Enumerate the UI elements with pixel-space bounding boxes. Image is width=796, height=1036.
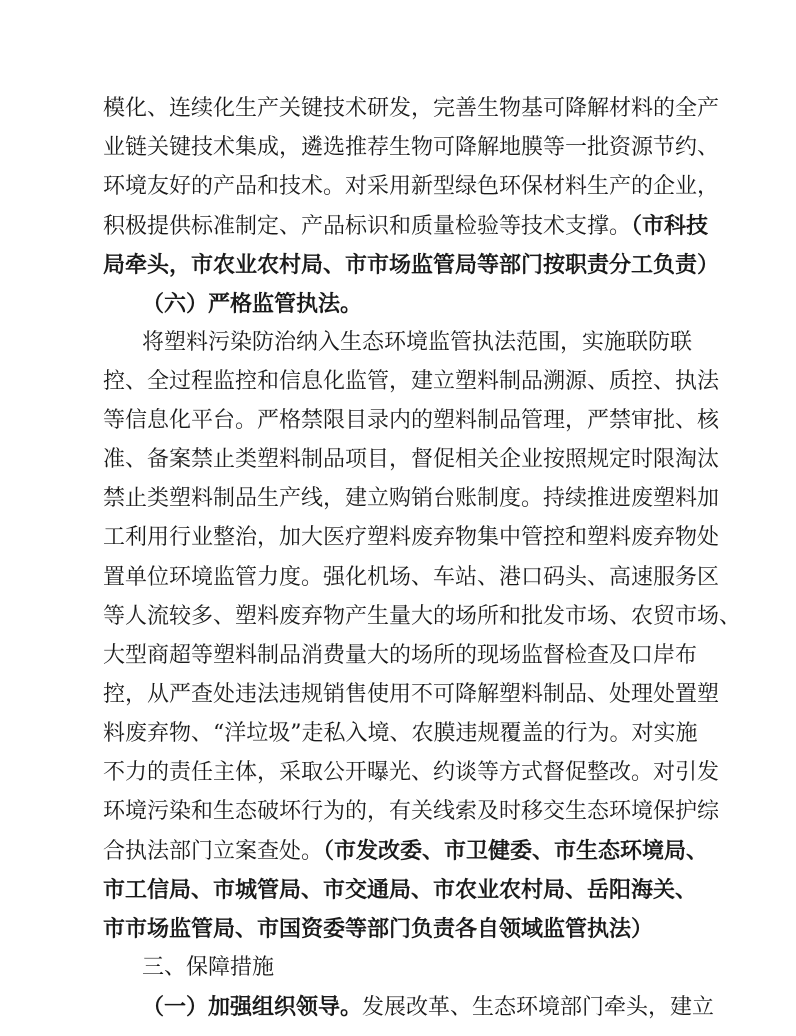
- paragraph-line: 业链关键技术集成，遴选推荐生物可降解地膜等一批资源节约、: [103, 135, 720, 160]
- paragraph-line: [142, 990, 714, 1025]
- paragraph-line: 置单位环境监管力度。强化机场、车站、港口码头、高速服务区: [103, 565, 720, 590]
- responsible-dept-note: （市发改委、市卫健委、市生态环境局、: [323, 838, 709, 864]
- paragraph-line: 将塑料污染防治纳入生态环境监管执法范围，实施联防联: [142, 330, 693, 355]
- section-heading: 三、保障措施: [142, 955, 275, 980]
- responsible-dept-note: （市科技: [631, 213, 709, 239]
- paragraph-line: 工利用行业整治，加大医疗塑料废弃物集中管控和塑料废弃物处: [103, 525, 720, 550]
- paragraph-line: 不力的责任主体，采取公开曝光、约谈等方式督促整改。对引发: [103, 760, 720, 785]
- paragraph-line: 禁止类塑料制品生产线，建立购销台账制度。持续推进废塑料加: [103, 486, 720, 511]
- paragraph-line: 环境友好的产品和技术。对采用新型绿色环保材料生产的企业，: [103, 174, 720, 199]
- paragraph-line: 模化、连续化生产关键技术研发，完善生物基可降解材料的全产: [103, 96, 720, 121]
- paragraph-line: 等人流较多、塑料废弃物产生量大的场所和批发市场、农贸市场、: [103, 604, 742, 629]
- paragraph-line: 控、全过程监控和信息化监管，建立塑料制品溯源、质控、执法: [103, 369, 720, 394]
- paragraph-line: 大型商超等塑料制品消费量大的场所的现场监督检查及口岸布: [103, 643, 698, 668]
- paragraph-line: [103, 834, 708, 869]
- responsible-dept-note: 局牵头，市农业农村局、市市场监管局等部门按职责分工负责）: [103, 252, 720, 278]
- section-heading: （六）严格监管执法。: [142, 291, 363, 317]
- subsection-heading: （一）加强组织领导。: [142, 994, 363, 1020]
- line-text: 积极提供标准制定、产品标识和质量检验等技术支撑。: [103, 214, 632, 239]
- line-text: 发展改革、生态环境部门牵头，建立: [362, 995, 715, 1020]
- paragraph-line: 料废弃物、“洋垃圾”走私入境、农膜违规覆盖的行为。对实施: [103, 721, 698, 746]
- paragraph-line: 环境污染和生态破坏行为的，有关线索及时移交生态环境保护综: [103, 799, 720, 824]
- responsible-dept-note: 市市场监管局、市国资委等部门负责各自领域监管执法）: [103, 916, 654, 942]
- paragraph-line: 等信息化平台。严格禁限目录内的塑料制品管理，严禁审批、核: [103, 408, 720, 433]
- responsible-dept-note: 市工信局、市城管局、市交通局、市农业农村局、岳阳海关、: [103, 877, 698, 903]
- line-text: 合执法部门立案查处。: [103, 839, 324, 864]
- paragraph-line: 准、备案禁止类塑料制品项目，督促相关企业按照规定时限淘汰: [103, 447, 720, 472]
- paragraph-line: 控，从严查处违法违规销售使用不可降解塑料制品、处理处置塑: [103, 682, 720, 707]
- paragraph-line: [103, 209, 708, 244]
